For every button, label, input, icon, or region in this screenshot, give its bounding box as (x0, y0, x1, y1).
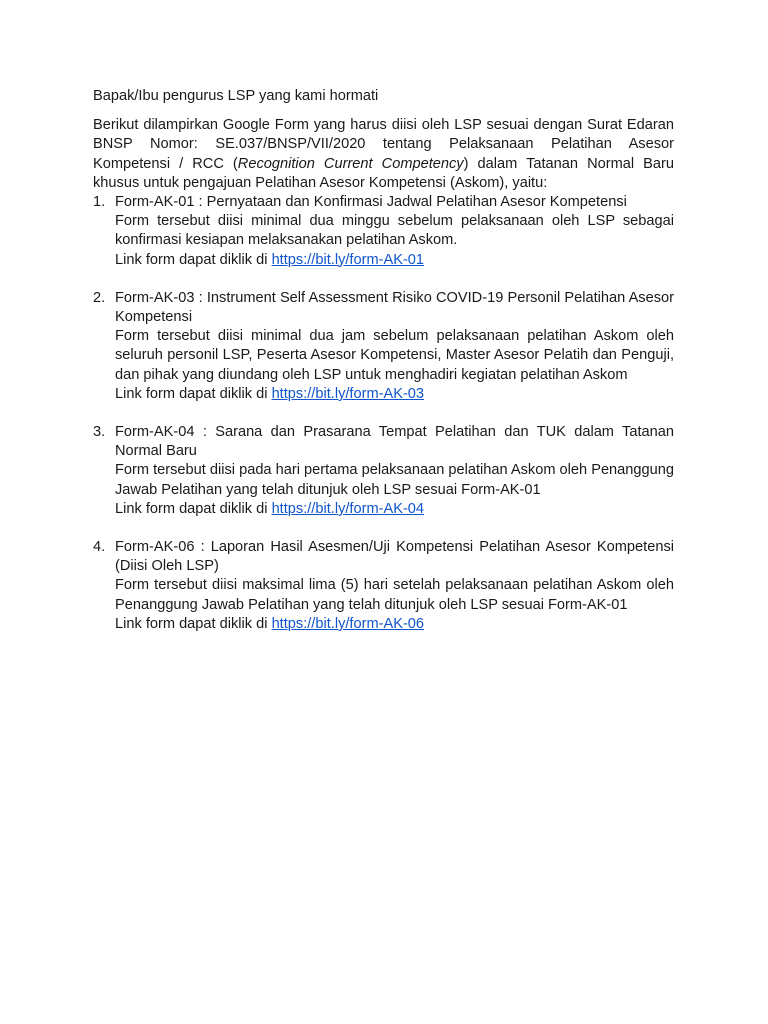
intro-paragraph (93, 116, 674, 193)
item-link-line (115, 615, 674, 634)
form-ak-04-link[interactable]: https://bit.ly/form-AK-04 (271, 500, 425, 517)
item-link-line (115, 251, 674, 270)
item-title: Form-AK-01 : Pernyataan dan Konfirmasi Jadwal Pelatihan Asesor Kompetensi (115, 194, 627, 211)
item-number: 2. (93, 289, 106, 306)
item-title: Form-AK-03 : Instrument Self Assessment Risiko COVID-19 Personil Pelatihan Asesor Kompetensi (115, 289, 674, 326)
list-item (93, 193, 674, 270)
intro-text-start: Berikut dilampirkan Google Form yang harus diisi oleh LSP sesuai dengan Surat Edaran BNSP Nomor: SE.037/BNSP/VII/2020 tentang Pelaksanaan Pelatihan Asesor Kompetensi / RCC ( (93, 117, 674, 172)
form-ak-01-link[interactable]: https://bit.ly/form-AK-01 (271, 251, 425, 268)
item-link-line (115, 385, 674, 404)
list-item (93, 423, 674, 519)
item-description: Form tersebut diisi minimal dua minggu sebelum pelaksanaan oleh LSP sebagai konfirmasi kesiapan melaksanakan pelatihan Askom. (115, 213, 674, 249)
list-item (93, 289, 674, 404)
document-page (93, 87, 674, 653)
item-number: 3. (93, 424, 106, 441)
item-number: 4. (93, 539, 106, 556)
item-title: Form-AK-06 : Laporan Hasil Asesmen/Uji Kompetensi Pelatihan Asesor Kompetensi (Diisi Oleh LSP) (115, 539, 674, 575)
link-prefix: Link form dapat diklik di (115, 251, 272, 268)
item-description: Form tersebut diisi pada hari pertama pelaksanaan pelatihan Askom oleh Penanggung Jawab Pelatihan yang telah ditunjuk oleh LSP sesuai Form-AK-01 (115, 462, 674, 498)
form-ak-06-link[interactable]: https://bit.ly/form-AK-06 (271, 615, 425, 632)
intro-text-end: ) dalam Tatanan Normal Baru khusus untuk pengajuan Pelatihan Asesor Kompetensi (Askom), yaitu: (93, 155, 674, 191)
item-number: 1. (93, 194, 106, 211)
item-description: Form tersebut diisi minimal dua jam sebelum pelaksanaan pelatihan Askom oleh seluruh personil LSP, Peserta Asesor Kompetensi, Master Asesor Pelatih dan Penguji, dan pihak yang diundang oleh LSP untuk menghadiri kegiatan pelatihan Askom (115, 328, 674, 383)
form-ak-03-link[interactable]: https://bit.ly/form-AK-03 (271, 385, 425, 402)
item-title: Form-AK-04 : Sarana dan Prasarana Tempat Pelatihan dan TUK dalam Tatanan Normal Baru (115, 424, 674, 460)
link-prefix: Link form dapat diklik di (115, 615, 272, 632)
greeting-line: Bapak/Ibu pengurus LSP yang kami hormati (93, 88, 379, 104)
item-description: Form tersebut diisi maksimal lima (5) hari setelah pelaksanaan pelatihan Askom oleh Penanggung Jawab Pelatihan yang telah ditunjuk oleh LSP sesuai Form-AK-01 (115, 577, 674, 613)
form-list (93, 193, 674, 634)
link-prefix: Link form dapat diklik di (115, 385, 272, 402)
intro-italic-term: Recognition Current Competency (237, 155, 464, 172)
list-item (93, 538, 674, 634)
link-prefix: Link form dapat diklik di (115, 500, 272, 517)
item-link-line (115, 500, 674, 519)
